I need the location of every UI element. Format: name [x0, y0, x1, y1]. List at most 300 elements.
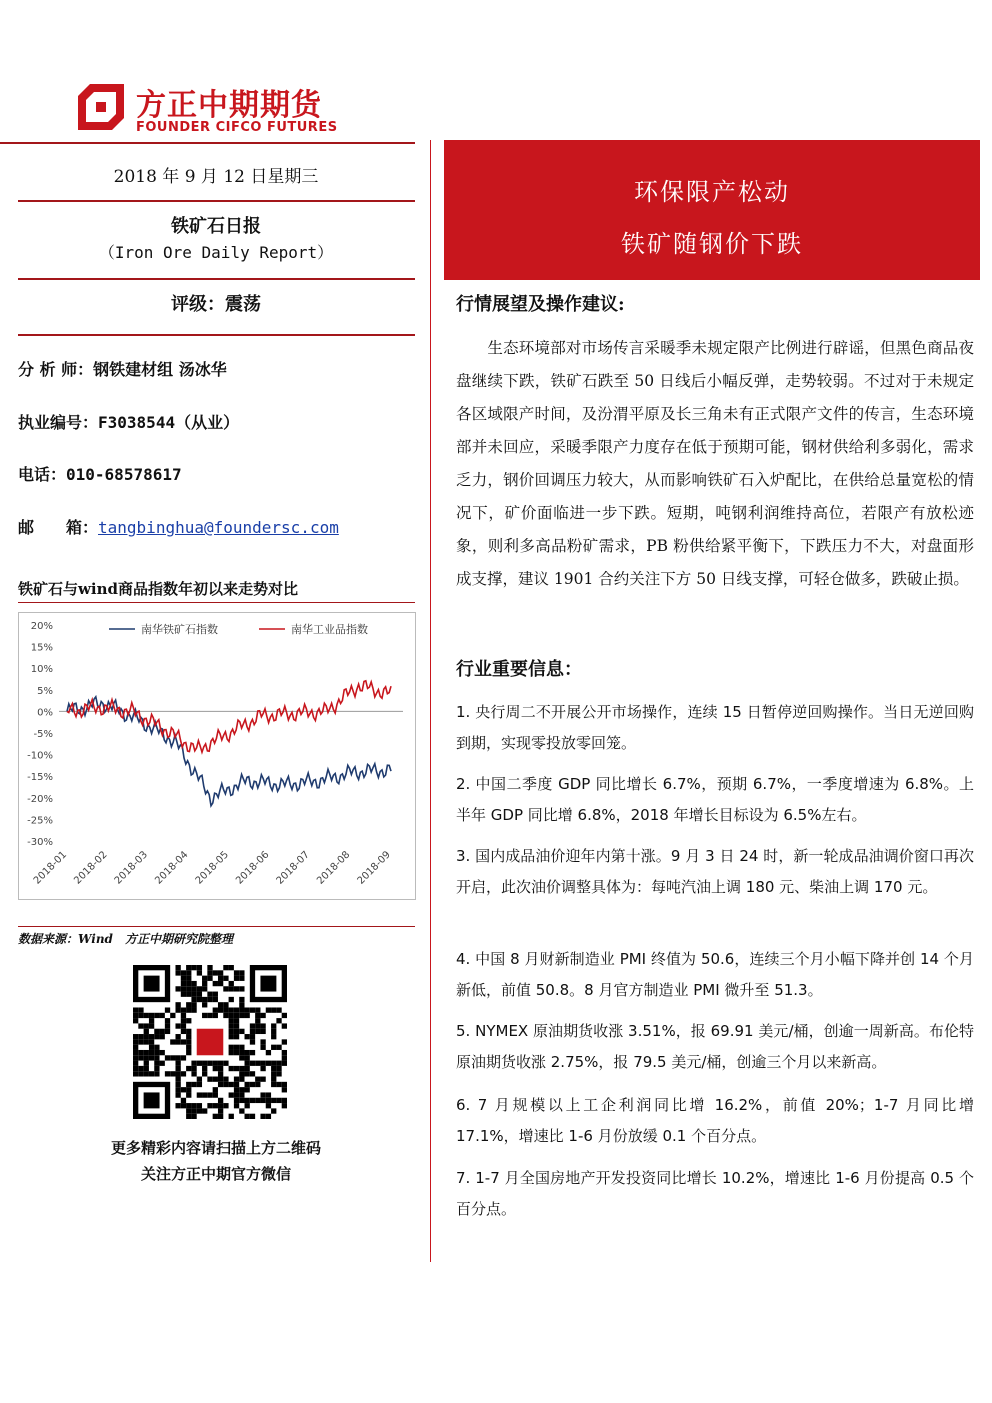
- qr-module: [260, 1077, 265, 1082]
- qr-module: [213, 1007, 218, 1012]
- qr-module: [229, 1029, 234, 1034]
- qr-module: [149, 1071, 154, 1076]
- qr-module: [175, 965, 180, 970]
- qr-module: [218, 1007, 223, 1012]
- license-value: F3038544（从业）: [98, 413, 240, 432]
- qr-module: [239, 1087, 244, 1092]
- qr-module: [255, 1061, 260, 1066]
- qr-module: [276, 1071, 281, 1076]
- qr-module: [234, 986, 239, 991]
- qr-module: [239, 1066, 244, 1071]
- qr-module: [266, 1114, 271, 1119]
- qr-module: [181, 1103, 186, 1108]
- qr-module: [165, 1029, 170, 1034]
- outlook-title: 行情展望及操作建议:: [456, 294, 625, 315]
- qr-module: [213, 981, 218, 986]
- qr-module: [186, 986, 191, 991]
- qr-module: [191, 1002, 196, 1007]
- qr-module: [260, 1114, 265, 1119]
- y-tick-label: 5%: [37, 685, 53, 697]
- qr-module: [154, 1029, 159, 1034]
- qr-module: [197, 997, 202, 1002]
- qr-module: [202, 1013, 207, 1018]
- qr-module: [255, 1023, 260, 1028]
- qr-module: [255, 1082, 260, 1087]
- qr-module: [191, 1007, 196, 1012]
- legend-label: 南华工业品指数: [291, 623, 368, 636]
- qr-module: [197, 992, 202, 997]
- x-tick-label: 2018-02: [72, 849, 110, 887]
- y-tick-label: 10%: [30, 664, 53, 676]
- qr-module: [234, 1029, 239, 1034]
- qr-module: [276, 1007, 281, 1012]
- qr-module: [255, 1077, 260, 1082]
- qr-module: [191, 1103, 196, 1108]
- qr-module: [218, 1098, 223, 1103]
- qr-module: [133, 1013, 138, 1018]
- qr-module: [202, 986, 207, 991]
- qr-module: [271, 1077, 276, 1082]
- news-item: 7. 1-7 月全国房地产开发投资同比增长 10.2%，增速比 1-6 月份提高 0.5 个百分点。: [456, 1169, 974, 1218]
- qr-module: [223, 965, 228, 970]
- qr-module: [197, 986, 202, 991]
- qr-module: [260, 1098, 265, 1103]
- qr-module: [260, 1013, 265, 1018]
- qr-module: [229, 1066, 234, 1071]
- phone-value: 010-68578617: [66, 465, 182, 484]
- qr-module: [144, 1023, 149, 1028]
- qr-module: [282, 1055, 287, 1060]
- qr-module: [149, 1018, 154, 1023]
- qr-module: [186, 1029, 191, 1034]
- qr-module: [218, 1108, 223, 1113]
- qr-module: [229, 1045, 234, 1050]
- line-chart: [19, 613, 415, 899]
- column-divider: [430, 140, 431, 1262]
- x-tick-label: 2018-03: [112, 849, 151, 887]
- qr-module: [218, 1114, 223, 1119]
- qr-module: [191, 965, 196, 970]
- qr-module: [202, 976, 207, 981]
- qr-module: [255, 1029, 260, 1034]
- qr-module: [239, 1092, 244, 1097]
- qr-module: [255, 1018, 260, 1023]
- divider: [18, 602, 415, 603]
- qr-module: [245, 1061, 250, 1066]
- qr-module: [239, 1098, 244, 1103]
- qr-module: [276, 1018, 281, 1023]
- outlook-paragraph: 生态环境部对市场传言采暖季未规定限产比例进行辟谣，但黑色商品夜盘继续下跌，铁矿石跌至 50 日线后小幅反弹，走势较弱。不过对于未规定各区域限产时间，及汾渭平原及长三角未有正式限产文件的传言，生态环境部并未回应，采暖季限产力度存在低于预期可能，钢材供给利多弱化，需求乏力，钢价回调压力较大，从而影响铁矿石入炉配比，在供给总量宽松的情况下，矿价面临进一步下跌。短期，吨钢利润维持高位，若限产有放松迹象，则利多高品粉矿需求，PB 粉供给紧平衡下，下跌压力不大，对盘面形成支撑，建议 1901 合约关注下方 50 日线支撑，可轻仓做多，跌破止损。: [456, 339, 974, 588]
- qr-module: [223, 1013, 228, 1018]
- y-tick-label: 0%: [37, 707, 53, 719]
- qr-module: [165, 1023, 170, 1028]
- qr-module: [229, 1034, 234, 1039]
- qr-module: [218, 1071, 223, 1076]
- qr-module: [250, 1007, 255, 1012]
- headline-2: 铁矿随钢价下跌: [621, 230, 803, 258]
- qr-module: [133, 1007, 138, 1012]
- qr-module: [170, 1071, 175, 1076]
- qr-module: [175, 1087, 180, 1092]
- qr-module: [191, 1071, 196, 1076]
- qr-module: [202, 981, 207, 986]
- qr-module: [191, 1061, 196, 1066]
- qr-module: [197, 1061, 202, 1066]
- qr-module: [154, 1013, 159, 1018]
- qr-module: [218, 981, 223, 986]
- qr-module: [186, 965, 191, 970]
- qr-module: [218, 1066, 223, 1071]
- qr-module: [191, 986, 196, 991]
- qr-module: [271, 1034, 276, 1039]
- qr-module: [282, 1087, 287, 1092]
- qr-module: [181, 1018, 186, 1023]
- qr-module: [218, 1103, 223, 1108]
- qr-module: [181, 986, 186, 991]
- email-link[interactable]: tangbinghua@foundersc.com: [98, 518, 339, 537]
- qr-module: [186, 1108, 191, 1113]
- qr-module: [186, 1087, 191, 1092]
- qr-module: [266, 1007, 271, 1012]
- qr-module: [144, 1039, 149, 1044]
- qr-module: [191, 1114, 196, 1119]
- qr-module: [229, 1082, 234, 1087]
- qr-module: [207, 970, 212, 975]
- qr-module: [133, 1066, 138, 1071]
- qr-module: [271, 1098, 276, 1103]
- qr-module: [160, 1061, 165, 1066]
- qr-module: [276, 1082, 281, 1087]
- qr-module: [144, 1071, 149, 1076]
- license-number: [18, 410, 239, 433]
- qr-module: [207, 1013, 212, 1018]
- qr-module: [271, 1023, 276, 1028]
- series-line: [67, 681, 391, 752]
- qr-module: [144, 1013, 149, 1018]
- qr-module: [250, 1023, 255, 1028]
- qr-module: [133, 1050, 138, 1055]
- logo-name-cn: 方正中期期货: [136, 88, 322, 123]
- qr-module: [239, 1002, 244, 1007]
- qr-module: [181, 1013, 186, 1018]
- qr-module: [255, 1098, 260, 1103]
- x-tick-label: 2018-09: [355, 849, 393, 887]
- qr-module: [186, 1066, 191, 1071]
- qr-module: [181, 970, 186, 975]
- qr-module: [245, 1055, 250, 1060]
- qr-module: [282, 1103, 287, 1108]
- headline-1: 环保限产松动: [634, 178, 790, 206]
- qr-module: [229, 981, 234, 986]
- qr-module: [255, 1013, 260, 1018]
- divider: [18, 278, 415, 280]
- qr-module: [138, 1007, 143, 1012]
- qr-module: [181, 981, 186, 986]
- qr-center-logo: [197, 1029, 224, 1056]
- qr-finder: [144, 976, 160, 992]
- divider: [18, 334, 415, 336]
- qr-module: [133, 1055, 138, 1060]
- qr-module: [213, 1114, 218, 1119]
- qr-module: [181, 1055, 186, 1060]
- qr-module: [229, 1018, 234, 1023]
- qr-module: [170, 1013, 175, 1018]
- qr-module: [181, 1087, 186, 1092]
- qr-module: [133, 1061, 138, 1066]
- qr-module: [239, 1029, 244, 1034]
- qr-module: [175, 1082, 180, 1087]
- y-tick-label: 15%: [30, 642, 53, 654]
- qr-module: [186, 1034, 191, 1039]
- qr-module: [213, 1087, 218, 1092]
- qr-module: [181, 1029, 186, 1034]
- qr-module: [223, 1082, 228, 1087]
- qr-caption-1: 更多精彩内容请扫描上方二维码: [110, 1139, 321, 1157]
- qr-module: [282, 1061, 287, 1066]
- qr-module: [175, 1023, 180, 1028]
- qr-module: [245, 1050, 250, 1055]
- qr-caption-2: 关注方正中期官方微信: [140, 1165, 291, 1183]
- qr-module: [229, 997, 234, 1002]
- qr-module: [207, 965, 212, 970]
- qr-module: [181, 1023, 186, 1028]
- divider: [0, 142, 415, 144]
- qr-module: [160, 1034, 165, 1039]
- qr-module: [266, 1098, 271, 1103]
- qr-module: [223, 1002, 228, 1007]
- qr-module: [175, 970, 180, 975]
- headline-banner: [444, 140, 980, 280]
- data-source: 数据来源：Wind 方正中期研究院整理: [18, 932, 233, 946]
- qr-module: [149, 1055, 154, 1060]
- qr-module: [197, 1103, 202, 1108]
- x-tick-label: 2018-06: [234, 849, 272, 887]
- qr-module: [260, 1092, 265, 1097]
- qr-module: [234, 1077, 239, 1082]
- qr-module: [213, 997, 218, 1002]
- qr-module: [213, 1103, 218, 1108]
- qr-module: [133, 1018, 138, 1023]
- qr-module: [160, 1013, 165, 1018]
- qr-module: [223, 1007, 228, 1012]
- qr-module: [239, 1045, 244, 1050]
- qr-module: [160, 1029, 165, 1034]
- qr-module: [186, 1103, 191, 1108]
- y-tick-label: -5%: [33, 729, 53, 740]
- chart-container: [18, 612, 416, 900]
- qr-module: [175, 1071, 180, 1076]
- qr-module: [234, 976, 239, 981]
- qr-module: [175, 1055, 180, 1060]
- qr-module: [260, 1066, 265, 1071]
- qr-module: [175, 1077, 180, 1082]
- qr-module: [191, 981, 196, 986]
- news-title: 行业重要信息：: [456, 659, 582, 680]
- qr-module: [213, 1013, 218, 1018]
- qr-module: [223, 1077, 228, 1082]
- qr-module: [197, 1108, 202, 1113]
- qr-module: [138, 1023, 143, 1028]
- qr-module: [149, 1034, 154, 1039]
- qr-module: [186, 1039, 191, 1044]
- qr-module: [154, 1050, 159, 1055]
- qr-module: [154, 1066, 159, 1071]
- qr-module: [234, 1050, 239, 1055]
- qr-module: [223, 986, 228, 991]
- news-item: 3. 国内成品油价迎年内第十涨。9 月 3 日 24 时，新一轮成品油调价窗口再次开启，此次油价调整具体为：每吨汽油上调 180 元、柴油上调 170 元。: [456, 847, 974, 896]
- qr-module: [245, 1087, 250, 1092]
- qr-module: [260, 1039, 265, 1044]
- qr-module: [234, 1007, 239, 1012]
- qr-module: [239, 986, 244, 991]
- qr-module: [202, 1108, 207, 1113]
- qr-module: [165, 1007, 170, 1012]
- y-tick-label: 20%: [30, 621, 53, 632]
- qr-module: [213, 1077, 218, 1082]
- qr-module: [149, 1039, 154, 1044]
- qr-module: [229, 1007, 234, 1012]
- y-tick-label: -20%: [27, 793, 53, 805]
- qr-module: [186, 976, 191, 981]
- x-tick-label: 2018-04: [153, 849, 191, 887]
- qr-finder: [260, 976, 276, 992]
- qr-module: [165, 1018, 170, 1023]
- qr-module: [245, 1013, 250, 1018]
- qr-module: [144, 1050, 149, 1055]
- qr-module: [186, 1007, 191, 1012]
- qr-module: [245, 1034, 250, 1039]
- y-tick-label: -15%: [27, 772, 53, 784]
- qr-module: [154, 1055, 159, 1060]
- qr-module: [202, 1092, 207, 1097]
- qr-module: [207, 976, 212, 981]
- qr-module: [207, 1092, 212, 1097]
- qr-module: [133, 1045, 138, 1050]
- qr-module: [234, 1082, 239, 1087]
- qr-module: [229, 1050, 234, 1055]
- qr-module: [266, 1092, 271, 1097]
- qr-module: [175, 1103, 180, 1108]
- y-tick-label: -25%: [27, 815, 53, 827]
- qr-finder: [144, 1092, 160, 1108]
- qr-module: [234, 1103, 239, 1108]
- qr-module: [229, 1114, 234, 1119]
- news-item: 4. 中国 8 月财新制造业 PMI 终值为 50.6，连续三个月小幅下降并创 14 个月新低，前值 50.8。8 月官方制造业 PMI 微升至 51.3。: [456, 950, 974, 999]
- logo-name-en: FOUNDER CIFCO FUTURES: [136, 120, 338, 135]
- qr-module: [223, 1061, 228, 1066]
- qr-module: [186, 1045, 191, 1050]
- qr-module: [149, 1023, 154, 1028]
- email: [18, 515, 339, 538]
- qr-module: [271, 1061, 276, 1066]
- qr-module: [197, 965, 202, 970]
- qr-module: [250, 1061, 255, 1066]
- qr-module: [218, 1061, 223, 1066]
- qr-module: [165, 1071, 170, 1076]
- qr-module: [181, 1007, 186, 1012]
- qr-module: [245, 1103, 250, 1108]
- qr-module: [250, 1082, 255, 1087]
- qr-module: [245, 1114, 250, 1119]
- qr-module: [250, 1098, 255, 1103]
- qr-module: [186, 1002, 191, 1007]
- qr-module: [276, 1061, 281, 1066]
- qr-code-icon[interactable]: [133, 965, 287, 1119]
- qr-module: [207, 992, 212, 997]
- qr-module: [144, 1066, 149, 1071]
- qr-module: [197, 1077, 202, 1082]
- news-item: 2. 中国二季度 GDP 同比增长 6.7%，预期 6.7%，一季度增速为 6.8%。上半年 GDP 同比增 6.8%，2018 年增长目标设为 6.5%左右。: [456, 775, 974, 824]
- qr-module: [197, 1092, 202, 1097]
- qr-module: [197, 970, 202, 975]
- qr-module: [245, 1066, 250, 1071]
- qr-module: [175, 1034, 180, 1039]
- qr-module: [207, 1061, 212, 1066]
- qr-module: [266, 1061, 271, 1066]
- qr-module: [239, 976, 244, 981]
- qr-module: [234, 1098, 239, 1103]
- qr-module: [138, 1039, 143, 1044]
- qr-module: [239, 997, 244, 1002]
- qr-module: [239, 1055, 244, 1060]
- qr-module: [223, 976, 228, 981]
- report-title: 铁矿石日报: [171, 216, 261, 237]
- company-logo: [78, 80, 358, 140]
- x-tick-label: 2018-07: [274, 849, 312, 887]
- phone-label: 电话：: [18, 465, 67, 484]
- qr-module: [186, 1018, 191, 1023]
- qr-module: [271, 1071, 276, 1076]
- qr-module: [175, 1002, 180, 1007]
- qr-module: [154, 1071, 159, 1076]
- divider: [18, 926, 415, 927]
- qr-module: [191, 1066, 196, 1071]
- qr-module: [239, 1013, 244, 1018]
- qr-module: [181, 992, 186, 997]
- qr-module: [229, 1013, 234, 1018]
- qr-module: [239, 1007, 244, 1012]
- qr-module: [250, 1050, 255, 1055]
- qr-module: [202, 1002, 207, 1007]
- report-date: 2018 年 9 月 12 日星期三: [113, 167, 319, 187]
- qr-module: [186, 981, 191, 986]
- qr-module: [266, 1103, 271, 1108]
- qr-module: [202, 1061, 207, 1066]
- qr-module: [218, 970, 223, 975]
- qr-module: [239, 1071, 244, 1076]
- qr-module: [191, 992, 196, 997]
- qr-module: [191, 1082, 196, 1087]
- qr-module: [260, 1045, 265, 1050]
- qr-module: [239, 1077, 244, 1082]
- qr-module: [181, 976, 186, 981]
- qr-module: [239, 1050, 244, 1055]
- qr-module: [207, 997, 212, 1002]
- qr-module: [250, 1039, 255, 1044]
- qr-module: [234, 1066, 239, 1071]
- qr-module: [239, 1108, 244, 1113]
- qr-module: [276, 1045, 281, 1050]
- qr-module: [239, 970, 244, 975]
- qr-module: [186, 992, 191, 997]
- qr-module: [250, 1114, 255, 1119]
- qr-module: [191, 997, 196, 1002]
- qr-module: [175, 1007, 180, 1012]
- qr-module: [234, 1045, 239, 1050]
- divider: [18, 200, 415, 202]
- legend-label: 南华铁矿石指数: [141, 623, 218, 636]
- qr-module: [266, 1050, 271, 1055]
